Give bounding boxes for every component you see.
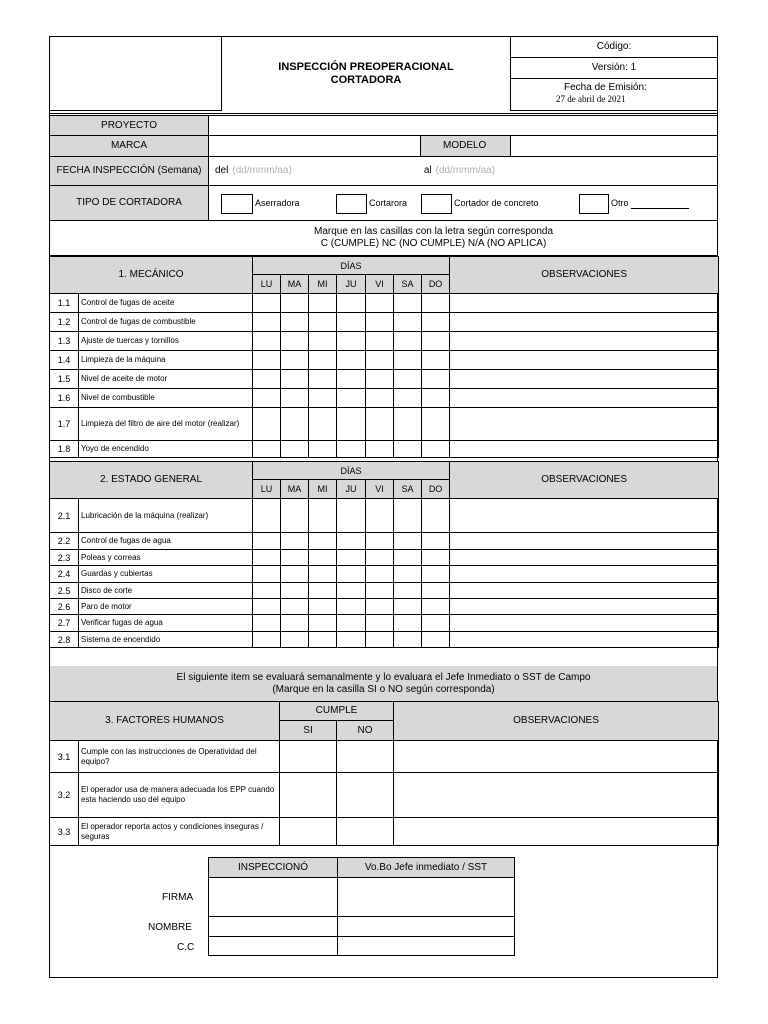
table-row: [50, 615, 719, 632]
item-label: Paro de motor: [79, 599, 253, 615]
vobo-header: Vo.Bo Jefe inmediato / SST: [338, 858, 515, 878]
otro-input[interactable]: [631, 199, 689, 209]
day-check-cell[interactable]: [366, 499, 394, 533]
table-row: [50, 313, 719, 332]
concreto-checkbox[interactable]: [421, 194, 452, 214]
day-check-cell[interactable]: [366, 533, 394, 550]
mecanico-title: 1. MECÁNICO: [50, 257, 253, 294]
form-title: INSPECCIÓN PREOPERACIONAL CORTADORA: [278, 61, 454, 86]
day-check-cell[interactable]: [394, 441, 422, 458]
item-number: 2.2: [50, 533, 79, 550]
day-check-cell[interactable]: [253, 599, 281, 615]
observation-cell[interactable]: [450, 499, 719, 533]
item-number: 1.1: [50, 294, 79, 313]
observation-cell[interactable]: [450, 441, 719, 458]
cc-vobo[interactable]: [338, 937, 515, 956]
proyecto-label: PROYECTO: [50, 116, 209, 136]
estado-table: [49, 461, 719, 648]
day-check-cell[interactable]: [422, 615, 450, 632]
item-label: Control de fugas de aceite: [79, 294, 253, 313]
observation-cell[interactable]: [450, 351, 719, 370]
observation-cell[interactable]: [450, 370, 719, 389]
item-number: 2.4: [50, 566, 79, 583]
table-row: [50, 370, 719, 389]
day-check-cell[interactable]: [394, 332, 422, 351]
day-check-cell[interactable]: [281, 370, 309, 389]
table-row: [50, 441, 719, 458]
day-check-cell[interactable]: [337, 351, 366, 370]
day-check-cell[interactable]: [366, 332, 394, 351]
day-check-cell[interactable]: [422, 294, 450, 313]
day-check-cell[interactable]: [366, 566, 394, 583]
day-check-cell[interactable]: [337, 313, 366, 332]
cumple-header: CUMPLE: [280, 702, 394, 721]
observation-cell[interactable]: [450, 599, 719, 615]
item-number: 2.7: [50, 615, 79, 632]
observation-cell[interactable]: [450, 408, 719, 441]
day-check-cell[interactable]: [309, 332, 337, 351]
firma-inspecciono[interactable]: [209, 878, 338, 917]
day-check-cell[interactable]: [253, 294, 281, 313]
day-check-cell[interactable]: [366, 389, 394, 408]
day-ma: MA: [281, 275, 309, 294]
day-check-cell[interactable]: [309, 599, 337, 615]
day-check-cell[interactable]: [309, 351, 337, 370]
observation-cell[interactable]: [450, 550, 719, 566]
day-check-cell[interactable]: [309, 615, 337, 632]
day-check-cell[interactable]: [394, 583, 422, 599]
item-label: El operador usa de manera adecuada los EPP cuando esta haciendo uso del equipo: [79, 773, 280, 818]
day-check-cell[interactable]: [281, 632, 309, 648]
tipo-label: TIPO DE CORTADORA: [50, 186, 209, 220]
day-mi: MI: [309, 275, 337, 294]
day-check-cell[interactable]: [394, 389, 422, 408]
table-row: [50, 294, 719, 313]
firma-label: FIRMA: [162, 892, 194, 903]
si-check-cell[interactable]: [280, 741, 337, 773]
day-check-cell[interactable]: [281, 615, 309, 632]
day-check-cell[interactable]: [309, 313, 337, 332]
section3-rows: [50, 741, 719, 846]
day-check-cell[interactable]: [309, 499, 337, 533]
day-check-cell[interactable]: [309, 294, 337, 313]
item-label: El operador reporta actos y condiciones inseguras / seguras: [79, 818, 280, 846]
item-label: Nivel de aceite de motor: [79, 370, 253, 389]
fecha-emision-value: 27 de abril de 2021: [556, 94, 626, 104]
day-check-cell[interactable]: [366, 351, 394, 370]
day-check-cell[interactable]: [422, 370, 450, 389]
item-number: 3.2: [50, 773, 79, 818]
day-check-cell[interactable]: [422, 499, 450, 533]
item-number: 2.1: [50, 499, 79, 533]
signature-table: [208, 857, 515, 956]
day-check-cell[interactable]: [394, 615, 422, 632]
item-label: Ajuste de tuercas y tornillos: [79, 332, 253, 351]
day-check-cell[interactable]: [253, 441, 281, 458]
day-check-cell[interactable]: [337, 566, 366, 583]
day-check-cell[interactable]: [281, 550, 309, 566]
day-mi-2: MI: [309, 480, 337, 499]
day-check-cell[interactable]: [309, 566, 337, 583]
day-check-cell[interactable]: [337, 294, 366, 313]
table-row: [50, 499, 719, 533]
section1-rows: [50, 294, 719, 458]
day-check-cell[interactable]: [253, 615, 281, 632]
day-check-cell[interactable]: [337, 632, 366, 648]
al-input[interactable]: (dd/mmm/aa): [435, 165, 496, 176]
day-check-cell[interactable]: [422, 389, 450, 408]
day-check-cell[interactable]: [422, 313, 450, 332]
observation-cell[interactable]: [394, 773, 719, 818]
nombre-vobo[interactable]: [338, 917, 515, 937]
day-do: DO: [422, 275, 450, 294]
otro-label: Otro: [611, 198, 689, 209]
day-check-cell[interactable]: [337, 533, 366, 550]
day-check-cell[interactable]: [366, 408, 394, 441]
item-label: Poleas y correas: [79, 550, 253, 566]
estado-title: 2. ESTADO GENERAL: [50, 462, 253, 499]
day-check-cell[interactable]: [422, 408, 450, 441]
day-check-cell[interactable]: [422, 441, 450, 458]
item-label: Control de fugas de agua: [79, 533, 253, 550]
item-label: Verificar fugas de agua: [79, 615, 253, 632]
item-number: 2.5: [50, 583, 79, 599]
day-check-cell[interactable]: [366, 550, 394, 566]
item-label: Disco de corte: [79, 583, 253, 599]
aserradora-checkbox[interactable]: [221, 194, 253, 214]
item-label: Sistema de encendido: [79, 632, 253, 648]
table-row: [50, 351, 719, 370]
day-do-2: DO: [422, 480, 450, 499]
factores-title: 3. FACTORES HUMANOS: [50, 702, 280, 741]
al-label: al: [423, 165, 432, 176]
no-check-cell[interactable]: [337, 741, 394, 773]
day-check-cell[interactable]: [281, 441, 309, 458]
day-check-cell[interactable]: [422, 566, 450, 583]
day-check-cell[interactable]: [281, 332, 309, 351]
day-check-cell[interactable]: [281, 389, 309, 408]
observation-cell[interactable]: [450, 332, 719, 351]
day-check-cell[interactable]: [422, 332, 450, 351]
table-row: [50, 599, 719, 615]
day-check-cell[interactable]: [281, 533, 309, 550]
day-check-cell[interactable]: [394, 408, 422, 441]
day-check-cell[interactable]: [337, 408, 366, 441]
item-label: Limpieza de la máquina: [79, 351, 253, 370]
day-lu-2: LU: [253, 480, 281, 499]
day-check-cell[interactable]: [309, 533, 337, 550]
si-header: SI: [280, 721, 337, 741]
day-check-cell[interactable]: [337, 499, 366, 533]
item-label: Yoyo de encendido: [79, 441, 253, 458]
codigo-cell: Código:: [510, 37, 717, 58]
day-check-cell[interactable]: [281, 351, 309, 370]
aserradora-label: Aserradora: [255, 198, 300, 208]
day-check-cell[interactable]: [309, 389, 337, 408]
observation-cell[interactable]: [394, 741, 719, 773]
item-label: Lubricación de la máquina (realizar): [79, 499, 253, 533]
del-label: del: [215, 165, 229, 176]
day-ju: JU: [337, 275, 366, 294]
day-check-cell[interactable]: [422, 599, 450, 615]
dias-header-2: DÍAS: [253, 462, 450, 480]
item-number: 1.3: [50, 332, 79, 351]
cortarora-label: Cortarora: [369, 198, 408, 208]
day-check-cell[interactable]: [281, 599, 309, 615]
day-check-cell[interactable]: [253, 550, 281, 566]
day-check-cell[interactable]: [366, 599, 394, 615]
dias-header: DÍAS: [253, 257, 450, 275]
del-input[interactable]: (dd/mmm/aa): [232, 165, 292, 176]
instructions: Marque en las casillas con la letra según corresponda C (CUMPLE) NC (NO CUMPLE) N/A (NO APLICA): [50, 221, 717, 256]
day-check-cell[interactable]: [366, 583, 394, 599]
table-row: [50, 550, 719, 566]
day-check-cell[interactable]: [394, 294, 422, 313]
item-label: Guardas y cubiertas: [79, 566, 253, 583]
table-row: [50, 332, 719, 351]
observation-cell[interactable]: [394, 818, 719, 846]
fecha-emision-cell: Fecha de Emisión: 27 de abril de 2021: [510, 79, 717, 111]
day-check-cell[interactable]: [253, 533, 281, 550]
marca-field[interactable]: [209, 136, 421, 157]
day-check-cell[interactable]: [394, 533, 422, 550]
day-check-cell[interactable]: [337, 332, 366, 351]
cortarora-checkbox[interactable]: [336, 194, 367, 214]
day-check-cell[interactable]: [337, 550, 366, 566]
observation-cell[interactable]: [450, 566, 719, 583]
observation-cell[interactable]: [450, 294, 719, 313]
modelo-field[interactable]: [511, 136, 717, 157]
day-check-cell[interactable]: [253, 566, 281, 583]
day-vi-2: VI: [366, 480, 394, 499]
table-row: [50, 741, 719, 773]
otro-checkbox[interactable]: [579, 194, 609, 214]
day-check-cell[interactable]: [394, 550, 422, 566]
observation-cell[interactable]: [450, 632, 719, 648]
day-check-cell[interactable]: [366, 370, 394, 389]
day-check-cell[interactable]: [253, 313, 281, 332]
day-vi: VI: [366, 275, 394, 294]
day-check-cell[interactable]: [422, 550, 450, 566]
table-row: [50, 818, 719, 846]
item-number: 3.1: [50, 741, 79, 773]
item-number: 2.3: [50, 550, 79, 566]
day-check-cell[interactable]: [281, 566, 309, 583]
item-number: 1.7: [50, 408, 79, 441]
observation-cell[interactable]: [450, 615, 719, 632]
day-check-cell[interactable]: [366, 632, 394, 648]
no-check-cell[interactable]: [337, 773, 394, 818]
inspecciono-header: INSPECCIONÓ: [209, 858, 338, 878]
day-check-cell[interactable]: [281, 408, 309, 441]
observaciones-header-3: OBSERVACIONES: [394, 702, 719, 741]
fecha-range: [209, 157, 717, 186]
day-sa: SA: [394, 275, 422, 294]
observation-cell[interactable]: [450, 389, 719, 408]
day-check-cell[interactable]: [394, 599, 422, 615]
day-check-cell[interactable]: [394, 566, 422, 583]
item-number: 1.2: [50, 313, 79, 332]
item-label: Nivel de combustible: [79, 389, 253, 408]
day-check-cell[interactable]: [366, 294, 394, 313]
version-cell: Versión: 1: [510, 58, 717, 79]
factores-table: [49, 701, 719, 846]
observation-cell[interactable]: [450, 313, 719, 332]
day-check-cell[interactable]: [394, 499, 422, 533]
day-check-cell[interactable]: [309, 550, 337, 566]
day-check-cell[interactable]: [337, 615, 366, 632]
section2-rows: [50, 499, 719, 648]
firma-vobo[interactable]: [338, 878, 515, 917]
table-row: [50, 389, 719, 408]
day-check-cell[interactable]: [394, 632, 422, 648]
si-check-cell[interactable]: [280, 818, 337, 846]
day-check-cell[interactable]: [366, 313, 394, 332]
item-number: 1.5: [50, 370, 79, 389]
day-check-cell[interactable]: [422, 632, 450, 648]
item-label: Limpieza del filtro de aire del motor (realizar): [79, 408, 253, 441]
item-label: Cumple con las instrucciones de Operatividad del equipo?: [79, 741, 280, 773]
no-check-cell[interactable]: [337, 818, 394, 846]
day-check-cell[interactable]: [281, 499, 309, 533]
observaciones-header-2: OBSERVACIONES: [450, 462, 719, 499]
observation-cell[interactable]: [450, 583, 719, 599]
table-row: [50, 408, 719, 441]
nombre-label: NOMBRE: [148, 922, 192, 933]
day-check-cell[interactable]: [309, 370, 337, 389]
day-lu: LU: [253, 275, 281, 294]
marca-label: MARCA: [50, 136, 209, 157]
table-row: [50, 632, 719, 648]
day-check-cell[interactable]: [253, 408, 281, 441]
fecha-label: FECHA INSPECCIÓN (Semana): [50, 157, 209, 186]
day-check-cell[interactable]: [337, 389, 366, 408]
table-row: [50, 533, 719, 550]
day-check-cell[interactable]: [394, 313, 422, 332]
day-check-cell[interactable]: [253, 351, 281, 370]
day-check-cell[interactable]: [281, 583, 309, 599]
day-check-cell[interactable]: [422, 533, 450, 550]
day-ma-2: MA: [281, 480, 309, 499]
table-row: [50, 566, 719, 583]
cc-inspecciono[interactable]: [209, 937, 338, 956]
day-check-cell[interactable]: [253, 583, 281, 599]
nombre-inspecciono[interactable]: [209, 917, 338, 937]
no-header: NO: [337, 721, 394, 741]
day-check-cell[interactable]: [309, 583, 337, 599]
logo-box: [50, 37, 222, 111]
day-check-cell[interactable]: [253, 632, 281, 648]
day-check-cell[interactable]: [281, 294, 309, 313]
day-check-cell[interactable]: [253, 389, 281, 408]
day-ju-2: JU: [337, 480, 366, 499]
day-check-cell[interactable]: [309, 441, 337, 458]
item-number: 3.3: [50, 818, 79, 846]
item-label: Control de fugas de combustible: [79, 313, 253, 332]
day-check-cell[interactable]: [253, 499, 281, 533]
concreto-label: Cortador de concreto: [454, 198, 539, 208]
day-check-cell[interactable]: [394, 370, 422, 389]
day-sa-2: SA: [394, 480, 422, 499]
day-check-cell[interactable]: [366, 615, 394, 632]
si-check-cell[interactable]: [280, 773, 337, 818]
day-check-cell[interactable]: [337, 599, 366, 615]
observation-cell[interactable]: [450, 533, 719, 550]
day-check-cell[interactable]: [281, 313, 309, 332]
mecanico-table: [49, 256, 719, 458]
item-number: 1.4: [50, 351, 79, 370]
item-number: 1.8: [50, 441, 79, 458]
modelo-label: MODELO: [421, 136, 511, 157]
day-check-cell[interactable]: [309, 632, 337, 648]
item-number: 1.6: [50, 389, 79, 408]
cc-label: C.C: [177, 942, 195, 953]
table-row: [50, 773, 719, 818]
day-check-cell[interactable]: [366, 441, 394, 458]
day-check-cell[interactable]: [337, 370, 366, 389]
day-check-cell[interactable]: [422, 351, 450, 370]
day-check-cell[interactable]: [253, 332, 281, 351]
day-check-cell[interactable]: [337, 441, 366, 458]
day-check-cell[interactable]: [309, 408, 337, 441]
proyecto-field[interactable]: [209, 116, 717, 136]
weekly-note: El siguiente item se evaluará semanalmente y lo evaluara el Jefe Inmediato o SST de Campo (Marque en la casilla SI o NO según corresponda): [50, 666, 717, 702]
day-check-cell[interactable]: [337, 583, 366, 599]
day-check-cell[interactable]: [394, 351, 422, 370]
table-row: [50, 583, 719, 599]
day-check-cell[interactable]: [422, 583, 450, 599]
item-number: 2.8: [50, 632, 79, 648]
day-check-cell[interactable]: [253, 370, 281, 389]
observaciones-header: OBSERVACIONES: [450, 257, 719, 294]
item-number: 2.6: [50, 599, 79, 615]
